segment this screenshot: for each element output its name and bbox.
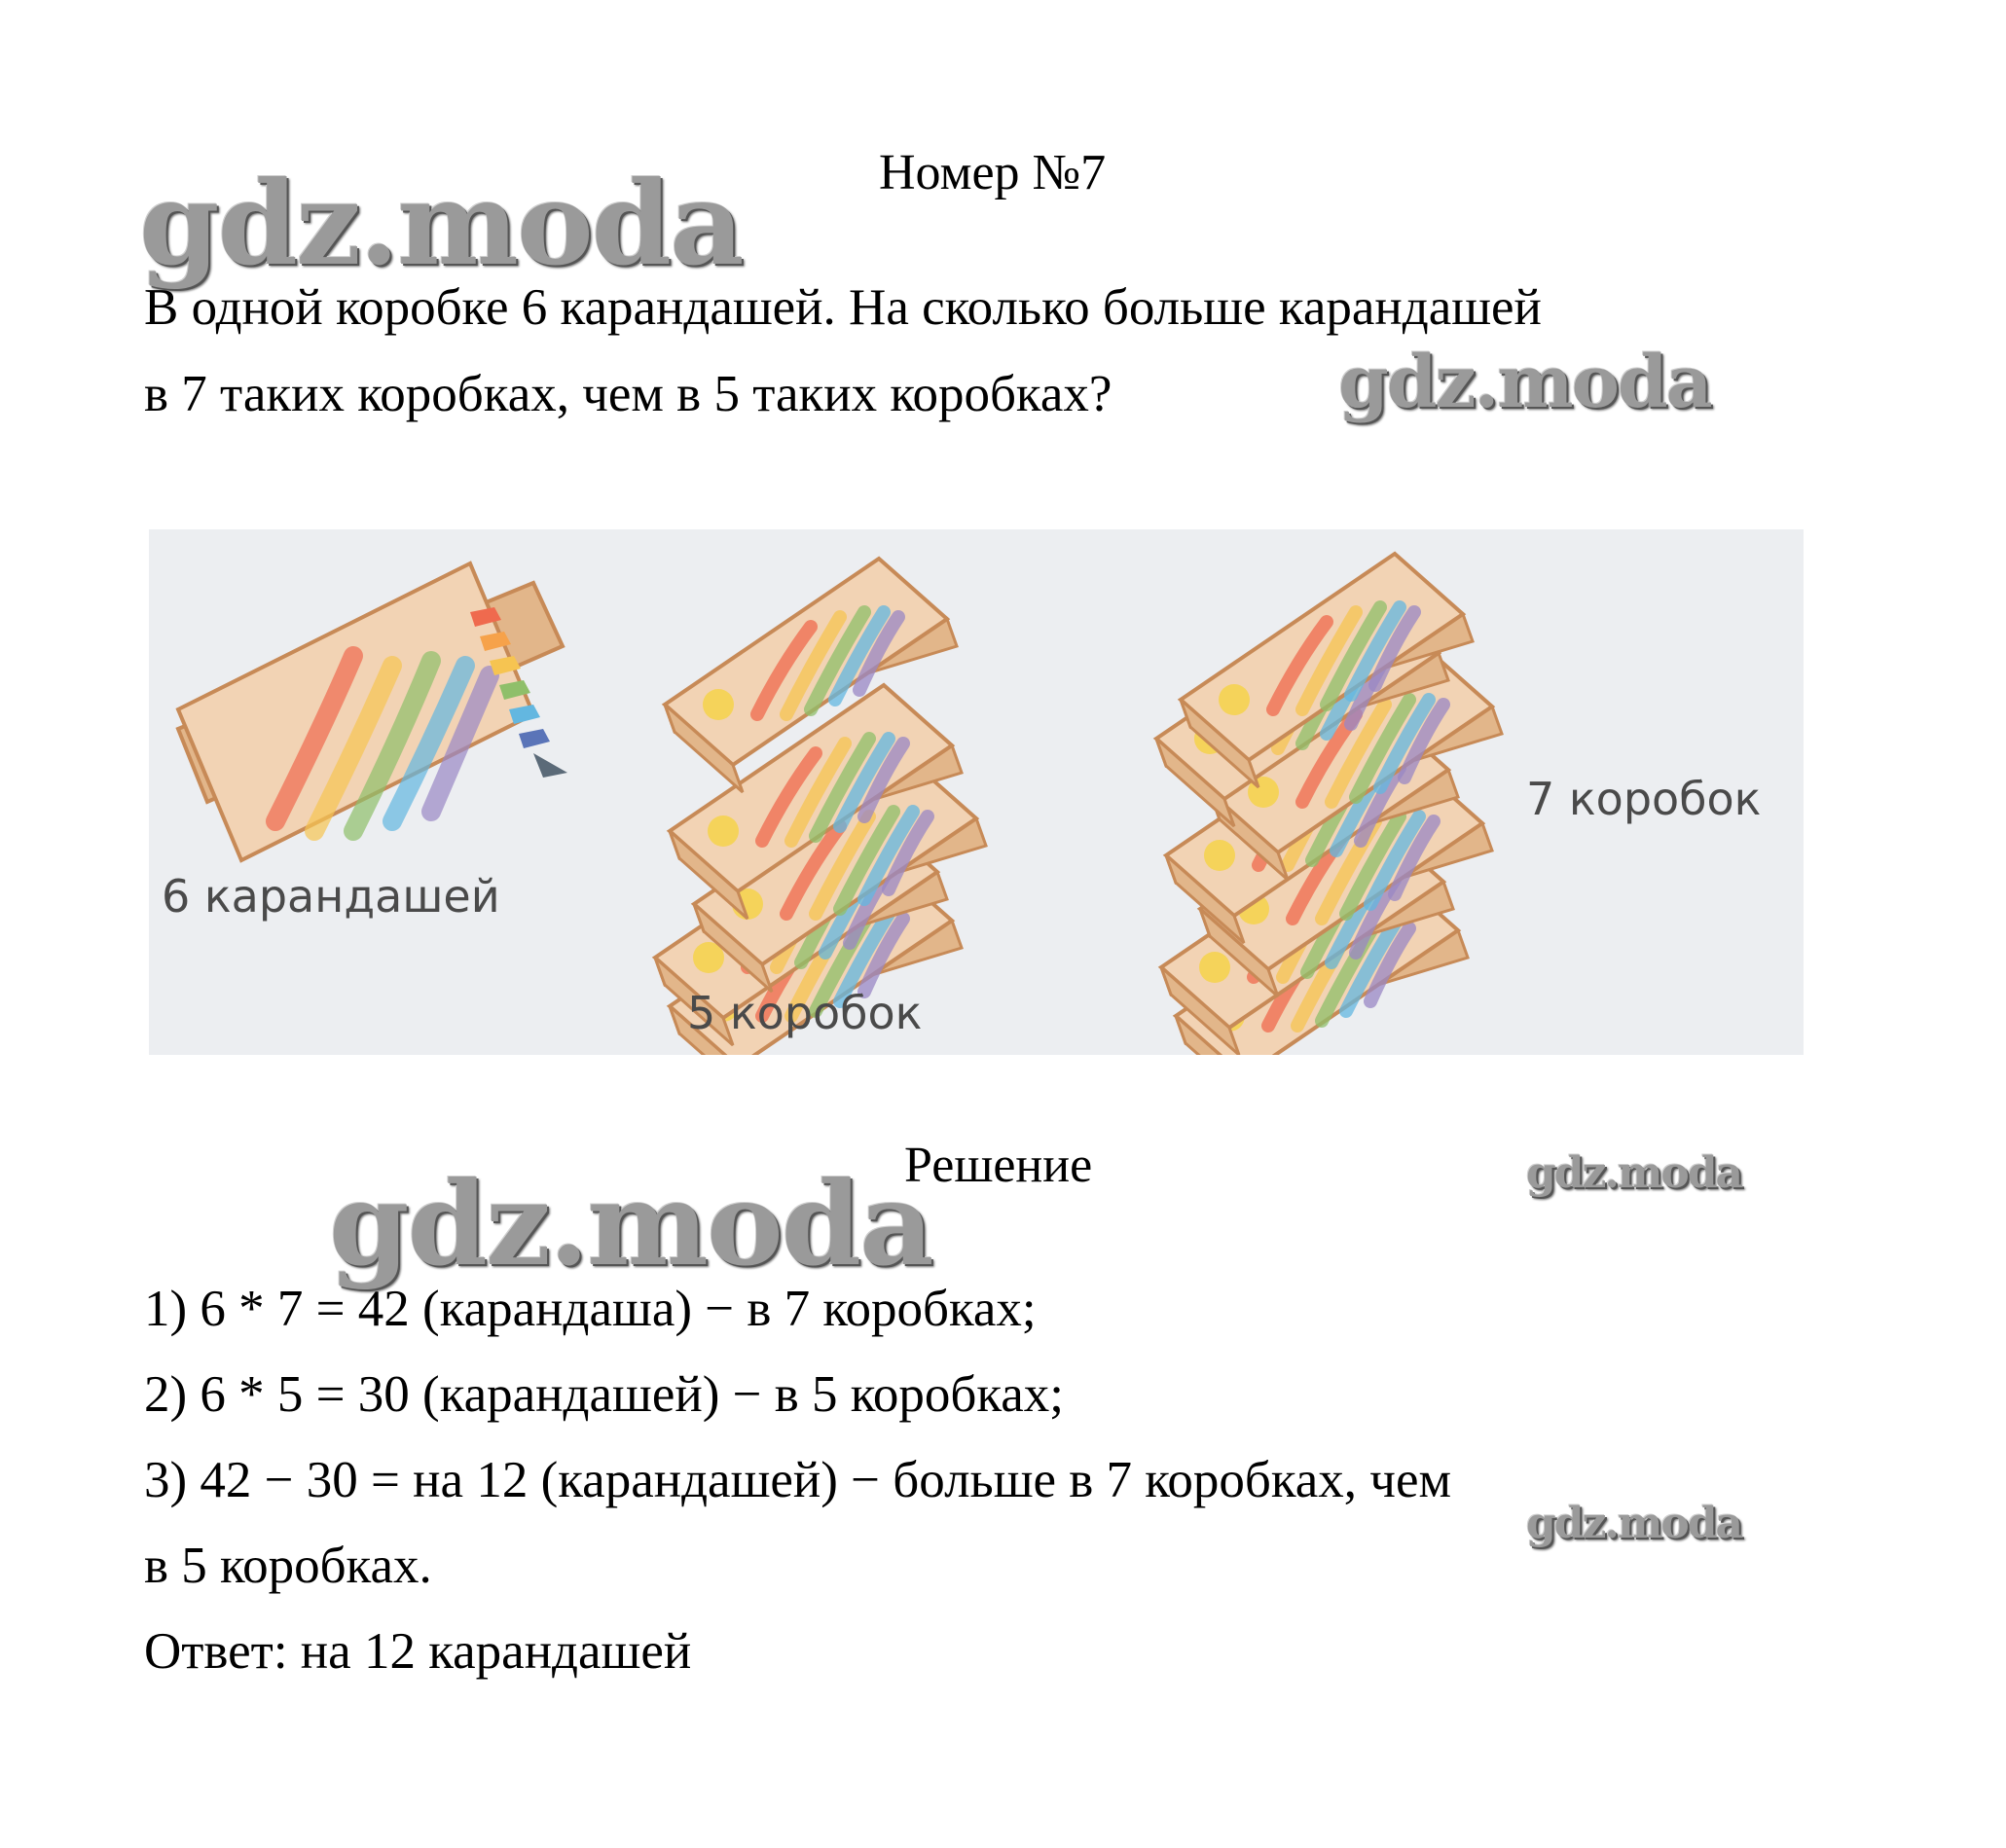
solution-step-3-cont: в 5 коробках. xyxy=(144,1538,432,1594)
solution-step-1: 1) 6 * 7 = 42 (карандаша) − в 7 коробках; xyxy=(144,1281,1037,1337)
task-line-2: в 7 таких коробках, чем в 5 таких коробках? xyxy=(144,366,1112,422)
watermark-logo: gdz.moda xyxy=(139,156,743,291)
solution-heading: Решение xyxy=(904,1138,1093,1193)
stack-5-boxes xyxy=(655,559,986,1055)
solution-step-2: 2) 6 * 5 = 30 (карандашей) − в 5 коробках; xyxy=(144,1366,1065,1423)
label-7-boxes: 7 коробок xyxy=(1526,773,1762,825)
task-line-1: В одной коробке 6 карандашей. На сколько больше карандашей xyxy=(144,279,1542,336)
label-6-pencils: 6 карандашей xyxy=(162,870,500,923)
label-5-boxes: 5 коробок xyxy=(687,987,923,1039)
page-title: Номер №7 xyxy=(879,145,1107,200)
watermark-logo: gdz.moda xyxy=(1526,1148,1742,1198)
watermark-logo: gdz.moda xyxy=(1526,1499,1742,1548)
answer: Ответ: на 12 карандашей xyxy=(144,1623,692,1680)
pencil-boxes-illustration xyxy=(149,529,1804,1055)
watermark-logo: gdz.moda xyxy=(1338,341,1711,424)
solution-step-3: 3) 42 − 30 = на 12 (карандашей) − больше в 7 коробках, чем xyxy=(144,1452,1452,1508)
stack-7-boxes xyxy=(1156,554,1502,1055)
watermark-logo: gdz.moda xyxy=(329,1156,932,1291)
single-pencil-box xyxy=(178,563,567,860)
